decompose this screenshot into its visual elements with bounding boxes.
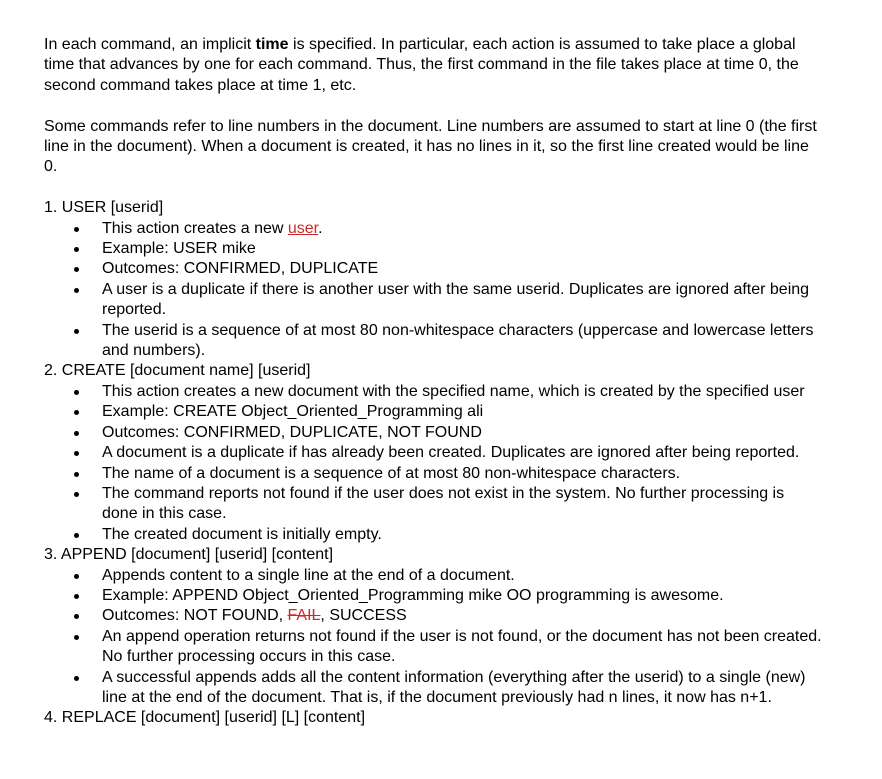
intro-text-2: is specified. In particular, each action is assumed to take place a global time that advances by one for each command. Thus, the first command in the file takes place at time 0, the second command takes place at time 1, etc.	[44, 36, 799, 94]
list-item: Appends content to a single line at the end of a document.	[102, 566, 824, 586]
intro-paragraph-time	[44, 35, 824, 96]
list-item: A successful appends adds all the content information (everything after the userid) to a single (new) line at the end of the document. That is, if the document previously had n lines, it now has n+1.	[102, 668, 824, 709]
list-item: Example: APPEND Object_Oriented_Programming mike OO programming is awesome.	[102, 586, 824, 606]
intro-bold-time: time	[255, 36, 289, 53]
bullet-text: Outcomes: NOT FOUND,	[102, 607, 288, 625]
command-append-bullets	[44, 566, 824, 709]
list-item: Example: USER mike	[102, 239, 824, 259]
list-item: The created document is initially empty.	[102, 525, 824, 545]
list-item: This action creates a new document with the specified name, which is created by the specified user	[102, 382, 824, 402]
command-title-append: 3. APPEND [document] [userid] [content]	[44, 546, 334, 564]
list-item: A user is a duplicate if there is another user with the same userid. Duplicates are ignored after being reported.	[102, 280, 824, 321]
list-item: The command reports not found if the user does not exist in the system. No further processing is done in this case.	[102, 484, 824, 525]
command-title-replace: 4. REPLACE [document] [userid] [L] [content]	[44, 709, 366, 727]
command-create-bullets	[44, 382, 824, 545]
list-item: An append operation returns not found if the user is not found, or the document has not been created. No further processing occurs in this case.	[102, 627, 824, 668]
list-item: Example: CREATE Object_Oriented_Programming ali	[102, 402, 824, 422]
command-user-bullets	[44, 219, 824, 362]
list-item: The userid is a sequence of at most 80 non-whitespace characters (uppercase and lowercase letters and numbers).	[102, 321, 824, 362]
list-item: Outcomes: CONFIRMED, DUPLICATE	[102, 259, 824, 279]
command-list	[44, 198, 824, 729]
bullet-text-suffix: .	[318, 219, 323, 237]
command-title-user: 1. USER [userid]	[44, 199, 164, 217]
intro-text-1: In each command, an implicit	[44, 36, 256, 53]
spellcheck-flagged-word: user	[287, 219, 319, 237]
struck-out-word: FAIL	[287, 607, 321, 625]
command-title-create: 2. CREATE [document name] [userid]	[44, 362, 311, 380]
list-item: A document is a duplicate if has already been created. Duplicates are ignored after being reported.	[102, 443, 824, 463]
list-item	[102, 606, 824, 626]
list-item: The name of a document is a sequence of at most 80 non-whitespace characters.	[102, 464, 824, 484]
bullet-text-suffix: , SUCCESS	[320, 607, 407, 625]
document-page	[44, 35, 824, 729]
intro-paragraph-line-numbers: Some commands refer to line numbers in the document. Line numbers are assumed to start at line 0 (the first line in the document). When a document is created, it has no lines in it, so the first line created would be line 0.	[44, 117, 817, 176]
list-item: Outcomes: CONFIRMED, DUPLICATE, NOT FOUND	[102, 423, 824, 443]
list-item	[102, 219, 824, 239]
bullet-text: This action creates a new	[102, 219, 288, 237]
